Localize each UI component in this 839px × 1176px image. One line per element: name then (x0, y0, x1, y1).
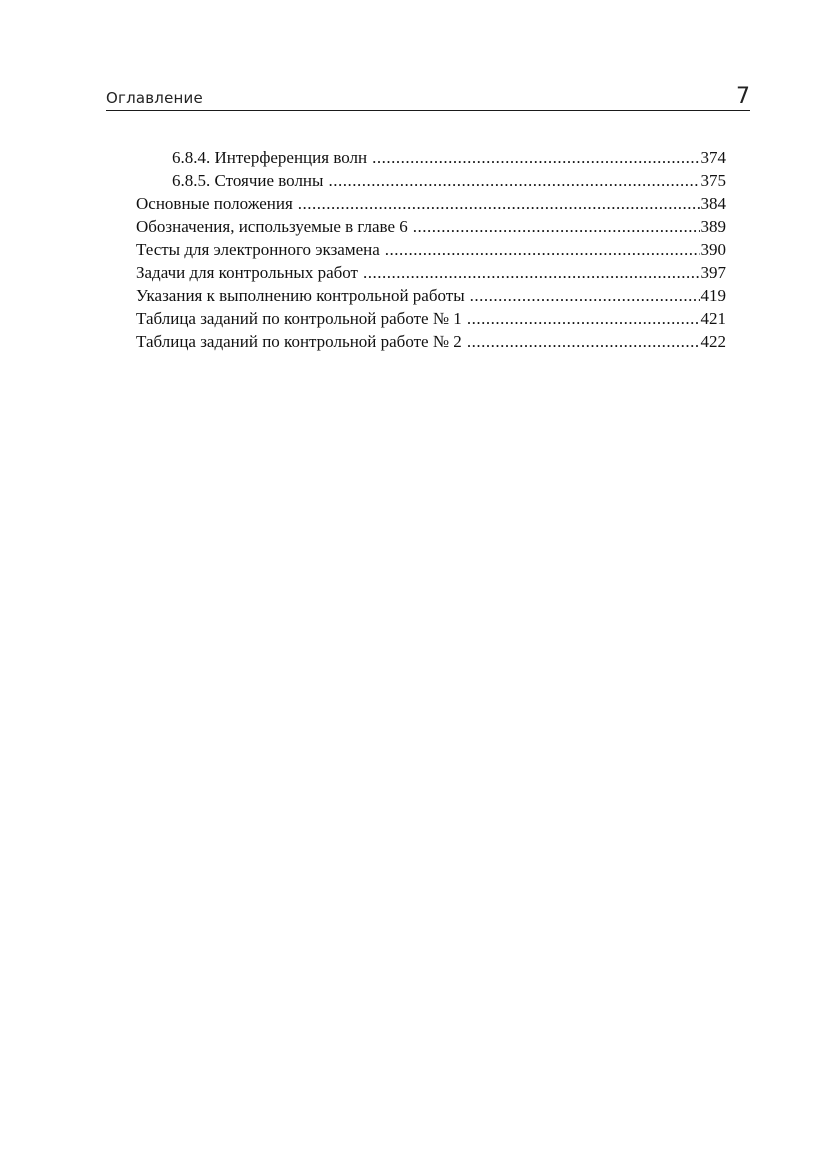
toc-entry-title: Обозначения, используемые в главе 6 (136, 217, 408, 236)
toc-entry-title: 6.8.4. Интерференция волн (172, 148, 368, 167)
toc-entry[interactable] (136, 194, 726, 217)
table-of-contents (136, 148, 726, 355)
toc-entry-title: Таблица заданий по контрольной работе № 1 (136, 309, 462, 328)
toc-entry-page: 390 (700, 240, 726, 259)
toc-entry-title: Указания к выполнению контрольной работы (136, 286, 465, 305)
toc-leader-dots (385, 240, 700, 260)
toc-entry-title: Задачи для контрольных работ (136, 263, 358, 282)
toc-entry-title: Тесты для электронного экзамена (136, 240, 380, 259)
toc-leader-dots (467, 309, 700, 329)
toc-entry[interactable] (136, 309, 726, 332)
toc-entry[interactable] (136, 148, 726, 171)
toc-entry-title: Таблица заданий по контрольной работе № 2 (136, 332, 462, 351)
toc-leader-dots (298, 194, 700, 214)
toc-entry-page: 397 (700, 263, 726, 282)
toc-entry[interactable] (136, 171, 726, 194)
toc-entry[interactable] (136, 240, 726, 263)
toc-entry[interactable] (136, 332, 726, 355)
toc-entry[interactable] (136, 263, 726, 286)
toc-entry-page: 374 (700, 148, 726, 167)
toc-entry-page: 421 (700, 309, 726, 328)
toc-leader-dots (467, 332, 700, 352)
running-header-title: Оглавление (106, 89, 203, 107)
toc-entry-page: 384 (700, 194, 726, 213)
toc-leader-dots (328, 171, 699, 191)
toc-entry-page: 389 (700, 217, 726, 236)
page-number: 7 (736, 84, 750, 109)
running-header (106, 84, 750, 111)
toc-leader-dots (413, 217, 700, 237)
toc-entry-page: 419 (700, 286, 726, 305)
toc-entry-title: 6.8.5. Стоячие волны (172, 171, 324, 190)
toc-entry-title: Основные положения (136, 194, 293, 213)
toc-entry[interactable] (136, 286, 726, 309)
toc-leader-dots (363, 263, 700, 283)
toc-leader-dots (470, 286, 700, 306)
toc-entry[interactable] (136, 217, 726, 240)
toc-leader-dots (372, 148, 699, 168)
toc-entry-page: 375 (700, 171, 726, 190)
toc-entry-page: 422 (700, 332, 726, 351)
